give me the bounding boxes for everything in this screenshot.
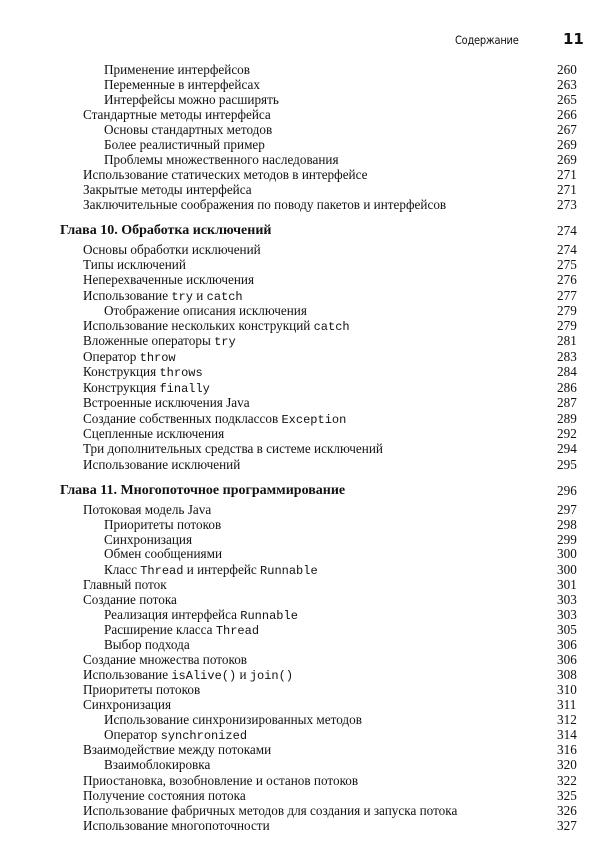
toc-page-number: 271 <box>557 167 577 182</box>
toc-entry-title: Использование нескольких конструкций catch <box>83 318 350 334</box>
toc-page-number: 325 <box>557 788 577 803</box>
toc-entry[interactable] <box>0 773 612 788</box>
toc-page-number: 271 <box>557 182 577 197</box>
toc-entry[interactable] <box>0 592 612 607</box>
toc-page-number: 316 <box>557 742 577 757</box>
toc-page-number: 300 <box>557 546 577 561</box>
toc-entry-title: Использование синхронизированных методов <box>104 712 362 727</box>
toc-entry[interactable] <box>0 622 612 637</box>
code-keyword: finally <box>159 382 210 396</box>
toc-page-number: 281 <box>557 333 577 348</box>
toc-entry-title: Использование фабричных методов для создания и запуска потока <box>83 803 458 818</box>
toc-entry-title: Отображение описания исключения <box>104 303 307 318</box>
toc-page-number: 303 <box>557 592 577 607</box>
toc-entry[interactable] <box>0 107 612 122</box>
toc-page-number: 286 <box>557 380 577 395</box>
toc-entry-title: Приостановка, возобновление и останов потоков <box>83 773 359 788</box>
toc-page-number: 283 <box>557 349 577 364</box>
toc-entry-title: Глава 10. Обработка исключений <box>60 223 272 238</box>
code-keyword: Runnable <box>240 609 298 623</box>
code-keyword: Thread <box>215 624 260 638</box>
toc-entry-title: Потоковая модель Java <box>83 502 212 517</box>
toc-entry-title: Взаимодействие между потоками <box>83 742 272 757</box>
toc-entry-title: Приоритеты потоков <box>104 517 222 532</box>
toc-entry[interactable] <box>0 712 612 727</box>
toc-entry[interactable] <box>0 272 612 287</box>
toc-page-number: 296 <box>557 483 577 498</box>
header-page-number: 11 <box>563 30 584 48</box>
toc-page-number: 279 <box>557 303 577 318</box>
toc-entry-title: Применение интерфейсов <box>104 62 251 77</box>
toc-entry-title: Оператор throw <box>83 349 176 365</box>
toc-entry[interactable] <box>0 667 612 682</box>
toc-page-number: 294 <box>557 441 577 456</box>
code-keyword: throws <box>159 366 203 380</box>
toc-page-number: 297 <box>557 502 577 517</box>
toc-entry[interactable] <box>0 546 612 561</box>
toc-page-number: 287 <box>557 395 577 410</box>
code-keyword: synchronized <box>160 729 248 743</box>
toc-entry[interactable] <box>0 517 612 532</box>
toc-entry[interactable] <box>0 441 612 456</box>
toc-entry[interactable] <box>0 364 612 379</box>
toc-entry[interactable] <box>0 182 612 197</box>
toc-entry[interactable] <box>0 637 612 652</box>
toc-entry-title: Сцепленные исключения <box>83 426 225 441</box>
toc-entry-title: Реализация интерфейса Runnable <box>104 607 298 623</box>
toc-entry-title: Использование многопоточности <box>83 818 270 833</box>
toc-entry[interactable] <box>0 77 612 92</box>
toc-entry-title: Расширение класса Thread <box>104 622 260 638</box>
toc-page-number: 273 <box>557 197 577 212</box>
toc-page-number: 326 <box>557 803 577 818</box>
toc-entry[interactable] <box>0 457 612 472</box>
toc-entry[interactable] <box>0 122 612 137</box>
toc-page-number: 301 <box>557 577 577 592</box>
toc-entry-title: Использование try и catch <box>83 288 243 304</box>
toc-entry[interactable] <box>0 532 612 547</box>
toc-entry[interactable] <box>0 426 612 441</box>
toc-page-number: 300 <box>557 562 577 577</box>
toc-entry-title: Получение состояния потока <box>83 788 246 803</box>
code-keyword: Runnable <box>260 564 318 578</box>
toc-page-number: 269 <box>557 152 577 167</box>
toc-entry[interactable] <box>0 818 612 833</box>
toc-entry[interactable] <box>0 62 612 77</box>
toc-entry-title: Конструкция finally <box>83 380 210 396</box>
toc-entry-title: Класс Thread и интерфейс Runnable <box>104 562 318 578</box>
toc-entry-title: Синхронизация <box>83 697 172 712</box>
header-title: Содержание <box>455 33 519 47</box>
toc-entry-title: Создание множества потоков <box>83 652 248 667</box>
toc-entry-title: Использование исключений <box>83 457 241 472</box>
toc-entry[interactable] <box>0 682 612 697</box>
toc-page-number: 267 <box>557 122 577 137</box>
toc-entry-title: Основы обработки исключений <box>83 242 261 257</box>
toc-page-number: 314 <box>557 727 577 742</box>
toc-entry-title: Основы стандартных методов <box>104 122 273 137</box>
toc-page-number: 263 <box>557 77 577 92</box>
toc-entry[interactable] <box>0 803 612 818</box>
toc-page-number: 303 <box>557 607 577 622</box>
toc-page-number: 311 <box>557 697 577 712</box>
code-keyword: try <box>214 335 236 349</box>
toc-entry-title: Конструкция throws <box>83 364 203 380</box>
toc-entry-title: Интерфейсы можно расширять <box>104 92 279 107</box>
toc-page-number: 284 <box>557 364 577 379</box>
toc-entry-title: Приоритеты потоков <box>83 682 201 697</box>
toc-page-number: 308 <box>557 667 577 682</box>
toc-entry[interactable] <box>0 727 612 742</box>
toc-entry-title: Глава 11. Многопоточное программирование <box>60 483 346 498</box>
toc-page-number: 299 <box>557 532 577 547</box>
toc-page-number: 295 <box>557 457 577 472</box>
code-keyword: Exception <box>281 413 347 427</box>
toc-page-number: 306 <box>557 652 577 667</box>
toc-page-number: 292 <box>557 426 577 441</box>
toc-page-number: 306 <box>557 637 577 652</box>
toc-page-number: 279 <box>557 318 577 333</box>
code-keyword: isAlive() <box>171 669 237 683</box>
toc-entry[interactable] <box>0 411 612 426</box>
toc-entry[interactable] <box>0 137 612 152</box>
toc-page-number: 312 <box>557 712 577 727</box>
code-keyword: Thread <box>140 564 184 578</box>
toc-entry[interactable] <box>0 562 612 577</box>
toc-entry[interactable] <box>0 303 612 318</box>
toc-page-number: 276 <box>557 272 577 287</box>
toc-page-number: 269 <box>557 137 577 152</box>
toc-entry-title: Встроенные исключения Java <box>83 395 250 410</box>
toc-entry[interactable] <box>0 380 612 395</box>
toc-page-number: 298 <box>557 517 577 532</box>
toc-chapter-entry[interactable] <box>0 223 612 238</box>
toc-entry[interactable] <box>0 395 612 410</box>
toc-page-number: 275 <box>557 257 577 272</box>
toc-page-number: 274 <box>557 223 577 238</box>
toc-entry-title: Проблемы множественного наследования <box>104 152 339 167</box>
running-header <box>0 30 612 50</box>
toc-entry[interactable] <box>0 257 612 272</box>
toc-chapter-entry[interactable] <box>0 483 612 498</box>
toc-entry-title: Использование isAlive() и join() <box>83 667 294 683</box>
toc-entry-title: Создание потока <box>83 592 177 607</box>
toc-entry-title: Неперехваченные исключения <box>83 272 255 287</box>
toc-entry[interactable] <box>0 652 612 667</box>
toc-entry-title: Заключительные соображения по поводу пакетов и интерфейсов <box>83 197 447 212</box>
toc-entry-title: Главный поток <box>83 577 167 592</box>
toc-page-number: 260 <box>557 62 577 77</box>
toc-entry-title: Переменные в интерфейсах <box>104 77 260 92</box>
toc-entry[interactable] <box>0 788 612 803</box>
toc-entry[interactable] <box>0 242 612 257</box>
toc-entry[interactable] <box>0 318 612 333</box>
code-keyword: catch <box>206 290 243 304</box>
toc-entry-title: Более реалистичный пример <box>104 137 265 152</box>
toc-entry[interactable] <box>0 152 612 167</box>
toc-page-number: 265 <box>557 92 577 107</box>
toc-entry[interactable] <box>0 197 612 212</box>
toc-entry-title: Типы исключений <box>83 257 186 272</box>
toc-page-number: 289 <box>557 411 577 426</box>
toc-page-number: 274 <box>557 242 577 257</box>
toc-entry-title: Выбор подхода <box>104 637 190 652</box>
toc-page-number: 266 <box>557 107 577 122</box>
toc-entry[interactable] <box>0 92 612 107</box>
toc-entry-title: Создание собственных подклассов Exception <box>83 411 347 427</box>
toc-entry-title: Взаимоблокировка <box>104 757 211 772</box>
code-keyword: throw <box>139 351 176 365</box>
toc-page-number: 310 <box>557 682 577 697</box>
toc-page-number: 322 <box>557 773 577 788</box>
code-keyword: try <box>171 290 193 304</box>
toc-entry[interactable] <box>0 288 612 303</box>
toc-entry-title: Оператор synchronized <box>104 727 248 743</box>
toc-entry[interactable] <box>0 167 612 182</box>
toc-entry-title: Стандартные методы интерфейса <box>83 107 271 122</box>
toc-page-number: 320 <box>557 757 577 772</box>
toc-entry[interactable] <box>0 577 612 592</box>
code-keyword: join() <box>249 669 294 683</box>
toc-entry[interactable] <box>0 349 612 364</box>
toc-entry[interactable] <box>0 697 612 712</box>
toc-entry[interactable] <box>0 502 612 517</box>
toc-entry[interactable] <box>0 333 612 348</box>
toc-entry-title: Обмен сообщениями <box>104 546 222 561</box>
toc-entry-title: Закрытые методы интерфейса <box>83 182 252 197</box>
toc-entry-title: Три дополнительных средства в системе исключений <box>83 441 383 456</box>
toc-page-number: 305 <box>557 622 577 637</box>
toc-entry-title: Вложенные операторы try <box>83 333 236 349</box>
toc-entry-title: Синхронизация <box>104 532 193 547</box>
toc-page-number: 327 <box>557 818 577 833</box>
toc-entry[interactable] <box>0 607 612 622</box>
toc-entry[interactable] <box>0 742 612 757</box>
code-keyword: catch <box>313 320 350 334</box>
toc-entry[interactable] <box>0 757 612 772</box>
toc-page-number: 277 <box>557 288 577 303</box>
toc-entry-title: Использование статических методов в интерфейсе <box>83 167 368 182</box>
